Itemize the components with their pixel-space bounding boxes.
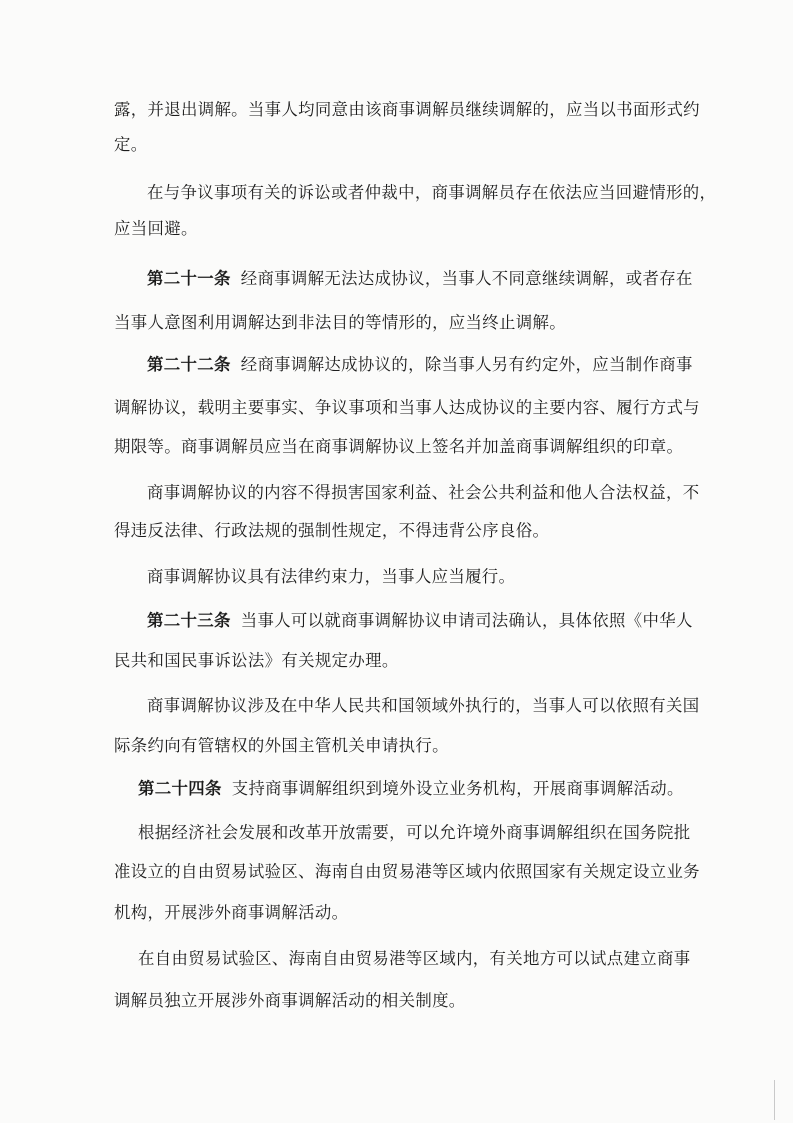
text-line: 在自由贸易试验区、海南自由贸易港等区域内，有关地方可以试点建立商事 bbox=[138, 949, 691, 968]
article-heading-line: 第二十四条 支持商事调解组织到境外设立业务机构，开展商事调解活动。 bbox=[138, 779, 684, 798]
article-heading-line: 第二十一条 经商事调解无法达成协议，当事人不同意继续调解，或者存在 bbox=[147, 269, 693, 288]
text-line: 准设立的自由贸易试验区、海南自由贸易港等区域内依照国家有关规定设立业务 bbox=[114, 862, 700, 881]
text-line: 根据经济社会发展和改革开放需要，可以允许境外商事调解组织在国务院批 bbox=[138, 823, 691, 842]
text-line: 调解协议，载明主要事实、争议事项和当事人达成协议的主要内容、履行方式与 bbox=[114, 398, 700, 417]
scan-edge-mark bbox=[774, 1080, 775, 1120]
text-line: 机构，开展涉外商事调解活动。 bbox=[114, 903, 349, 922]
article-number: 第二十三条 bbox=[147, 611, 231, 630]
article-number: 第二十一条 bbox=[147, 269, 231, 288]
text-line: 调解员独立开展涉外商事调解活动的相关制度。 bbox=[114, 991, 466, 1010]
text-line: 在与争议事项有关的诉讼或者仲裁中，商事调解员存在依法应当回避情形的， bbox=[147, 183, 717, 202]
article-number: 第二十四条 bbox=[138, 779, 222, 798]
text-line: 商事调解协议涉及在中华人民共和国领域外执行的，当事人可以依照有关国 bbox=[147, 696, 700, 715]
text-line: 得违反法律、行政法规的强制性规定，不得违背公序良俗。 bbox=[114, 521, 550, 540]
article-heading-line: 第二十三条 当事人可以就商事调解协议申请司法确认，具体依照《中华人 bbox=[147, 611, 693, 630]
text-line: 应当回避。 bbox=[114, 219, 198, 238]
article-heading-line: 第二十二条 经商事调解达成协议的，除当事人另有约定外，应当制作商事 bbox=[147, 355, 693, 374]
text-line: 定。 bbox=[114, 135, 148, 154]
text-line: 期限等。商事调解员应当在商事调解协议上签名并加盖商事调解组织的印章。 bbox=[114, 437, 684, 456]
text-line: 露，并退出调解。当事人均同意由该商事调解员继续调解的，应当以书面形式约 bbox=[114, 100, 700, 119]
text-line: 民共和国民事诉讼法》有关规定办理。 bbox=[114, 651, 399, 670]
text-line: 商事调解协议具有法律约束力，当事人应当履行。 bbox=[147, 567, 516, 586]
article-number: 第二十二条 bbox=[147, 355, 231, 374]
text-line: 际条约向有管辖权的外国主管机关申请执行。 bbox=[114, 736, 449, 755]
text-line: 商事调解协议的内容不得损害国家利益、社会公共利益和他人合法权益，不 bbox=[147, 483, 700, 502]
text-line: 当事人意图利用调解达到非法目的等情形的，应当终止调解。 bbox=[114, 313, 566, 332]
